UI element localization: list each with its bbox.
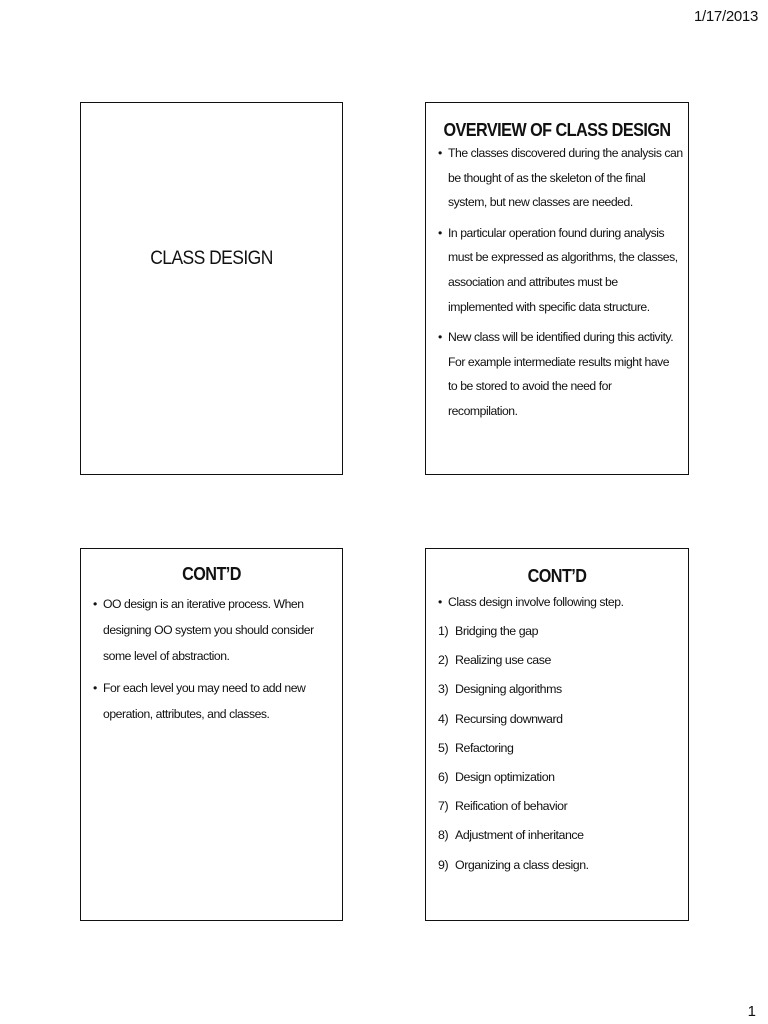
step-number: 5) [438,740,449,755]
bullet-item [438,141,683,215]
step-text: Designing algorithms [455,682,562,697]
bullet-list [426,141,688,424]
step-text: Adjustment of inheritance [455,828,584,843]
step-item [438,675,680,704]
bullet-list [81,591,342,727]
bullet-line: Class design involve following step. [448,595,624,609]
step-text: Bridging the gap [455,624,539,638]
bullet-dot: • [93,597,97,611]
step-number: 3) [438,682,449,697]
step-text: Design optimization [455,770,555,785]
bullet-dot: • [438,330,442,345]
bullet-dot: • [438,225,442,240]
bullet-item [438,325,680,423]
step-item [438,763,680,792]
step-number: 8) [438,828,449,843]
step-item [438,734,680,763]
step-text: Recursing downward [455,711,563,726]
bullet-dot: • [438,146,442,160]
step-text: Organizing a class design. [455,857,589,872]
page-number: 1 [747,1003,756,1020]
bullet-line: to be stored to avoid the need for [448,379,612,394]
bullet-item [438,221,680,319]
slide-title: CONT’D [527,566,587,586]
step-text: Reification of behavior [455,799,568,814]
bullet-item [93,591,334,669]
bullet-item [438,589,680,615]
slide-title: CLASS DESIGN [150,248,273,269]
step-item [438,792,680,821]
step-number: 6) [438,770,449,785]
slide-2 [425,102,689,475]
bullet-dot: • [438,595,442,609]
bullet-line: designing OO system you should consider [103,623,314,637]
bullet-line: OO design is an iterative process. When [103,597,304,611]
step-item [438,646,680,675]
bullet-line: some level of abstraction. [103,649,230,663]
bullet-line: must be expressed as algorithms, the classes, [448,250,678,265]
bullet-line: operation, attributes, and classes. [103,707,270,721]
slide-1 [80,102,343,475]
step-item [438,821,680,850]
step-number: 1) [438,624,449,638]
slide-4 [425,548,689,921]
bullet-dot: • [93,681,97,695]
step-item [438,705,680,734]
bullet-line: system, but new classes are needed. [448,195,633,210]
slide-3 [80,548,343,921]
slide-title: OVERVIEW OF CLASS DESIGN [443,120,671,140]
step-item [438,851,680,880]
step-text: Realizing use case [455,653,551,668]
step-number: 7) [438,799,449,814]
bullet-list [426,589,688,615]
bullet-line: The classes discovered during the analysis can [448,146,683,160]
step-item [438,617,680,646]
bullet-line: In particular operation found during analysis [448,225,665,240]
step-text: Refactoring [455,740,514,755]
step-list [426,617,688,880]
bullet-line: be thought of as the skeleton of the final [448,170,646,185]
bullet-line: New class will be identified during this activity. [448,330,674,345]
bullet-item [93,675,334,727]
bullet-line: For example intermediate results might have [448,354,670,369]
bullet-line: association and attributes must be [448,274,618,289]
page-date: 1/17/2013 [693,8,758,25]
step-number: 4) [438,711,449,726]
step-number: 2) [438,653,449,668]
bullet-line: recompilation. [448,403,518,418]
step-number: 9) [438,857,449,872]
slide-title: CONT’D [182,564,241,584]
bullet-line: implemented with specific data structure. [448,299,650,314]
bullet-line: For each level you may need to add new [103,681,306,695]
